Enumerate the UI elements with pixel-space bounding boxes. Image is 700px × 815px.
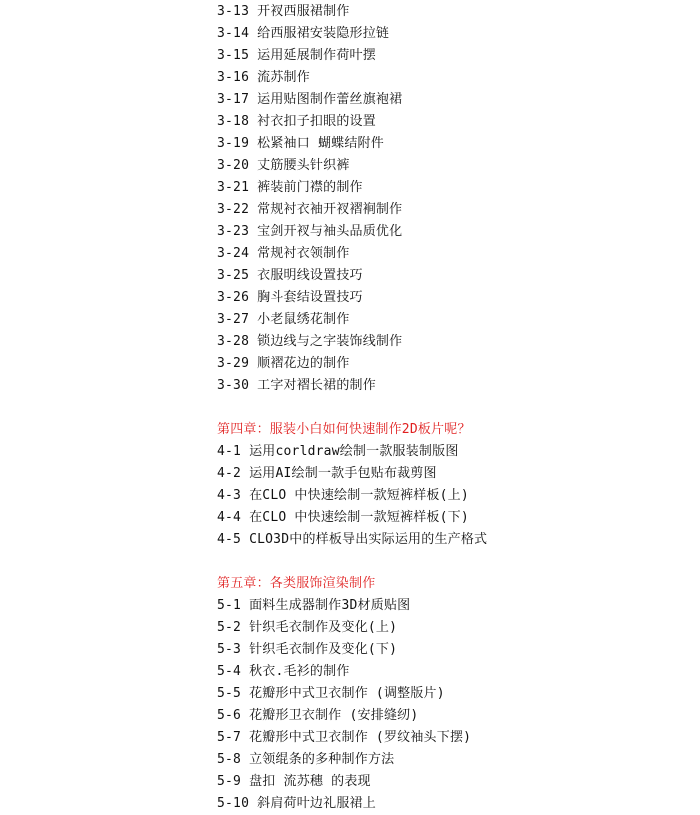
toc-item: 3-21 裤装前门襟的制作 xyxy=(217,180,363,195)
chapter-5-heading: 第五章：各类服饰渲染制作 xyxy=(217,576,376,591)
toc-item: 5-6 花瓣形卫衣制作 (安排缝纫) xyxy=(217,708,419,723)
toc-item: 3-23 宝剑开衩与袖头品质优化 xyxy=(217,224,403,239)
toc-item: 5-2 针织毛衣制作及变化(上) xyxy=(217,620,398,635)
toc-item: 3-27 小老鼠绣花制作 xyxy=(217,312,350,327)
toc-item: 3-28 锁边线与之字装饰线制作 xyxy=(217,334,403,349)
toc-item: 3-15 运用延展制作荷叶摆 xyxy=(217,48,376,63)
toc-item: 4-3 在CLO 中快速绘制一款短裤样板(上) xyxy=(217,488,469,503)
toc-item: 3-26 胸斗套结设置技巧 xyxy=(217,290,363,305)
toc-item: 3-18 衬衣扣子扣眼的设置 xyxy=(217,114,376,129)
table-of-contents xyxy=(217,1,687,815)
toc-item: 4-1 运用corldraw绘制一款服装制版图 xyxy=(217,444,459,459)
toc-item: 3-13 开衩西服裙制作 xyxy=(217,4,350,19)
toc-item: 5-5 花瓣形中式卫衣制作 (调整版片) xyxy=(217,686,445,701)
toc-item: 5-1 面料生成器制作3D材质贴图 xyxy=(217,598,411,613)
toc-item: 3-29 顺褶花边的制作 xyxy=(217,356,350,371)
toc-item: 5-4 秋衣.毛衫的制作 xyxy=(217,664,350,679)
chapter-4-section xyxy=(217,419,687,551)
toc-item: 5-10 斜肩荷叶边礼服裙上 xyxy=(217,796,376,811)
toc-item: 3-24 常规衬衣领制作 xyxy=(217,246,350,261)
toc-item: 3-17 运用贴图制作蕾丝旗袍裙 xyxy=(217,92,403,107)
toc-item: 3-16 流苏制作 xyxy=(217,70,310,85)
toc-item: 4-2 运用AI绘制一款手包贴布裁剪图 xyxy=(217,466,437,481)
toc-item: 3-20 丈筋腰头针织裤 xyxy=(217,158,350,173)
toc-item: 4-4 在CLO 中快速绘制一款短裤样板(下) xyxy=(217,510,469,525)
toc-item: 3-25 衣服明线设置技巧 xyxy=(217,268,363,283)
toc-item: 5-3 针织毛衣制作及变化(下) xyxy=(217,642,398,657)
toc-item: 3-14 给西服裙安装隐形拉链 xyxy=(217,26,390,41)
toc-item: 5-8 立领绲条的多种制作方法 xyxy=(217,752,395,767)
section-spacer xyxy=(217,397,687,419)
toc-item: 3-19 松紧袖口 蝴蝶结附件 xyxy=(217,136,384,151)
section-spacer xyxy=(217,551,687,573)
chapter-5-section xyxy=(217,573,687,815)
chapter-3-section xyxy=(217,1,687,397)
toc-item: 5-7 花瓣形中式卫衣制作 (罗纹袖头下摆) xyxy=(217,730,472,745)
toc-item: 3-30 工字对褶长裙的制作 xyxy=(217,378,376,393)
toc-item: 3-22 常规衬衣袖开衩褶裥制作 xyxy=(217,202,403,217)
toc-item: 5-9 盘扣 流苏穗 的表现 xyxy=(217,774,371,789)
chapter-4-heading: 第四章：服装小白如何快速制作2D板片呢？ xyxy=(217,422,471,437)
toc-item: 4-5 CLO3D中的样板导出实际运用的生产格式 xyxy=(217,532,488,547)
